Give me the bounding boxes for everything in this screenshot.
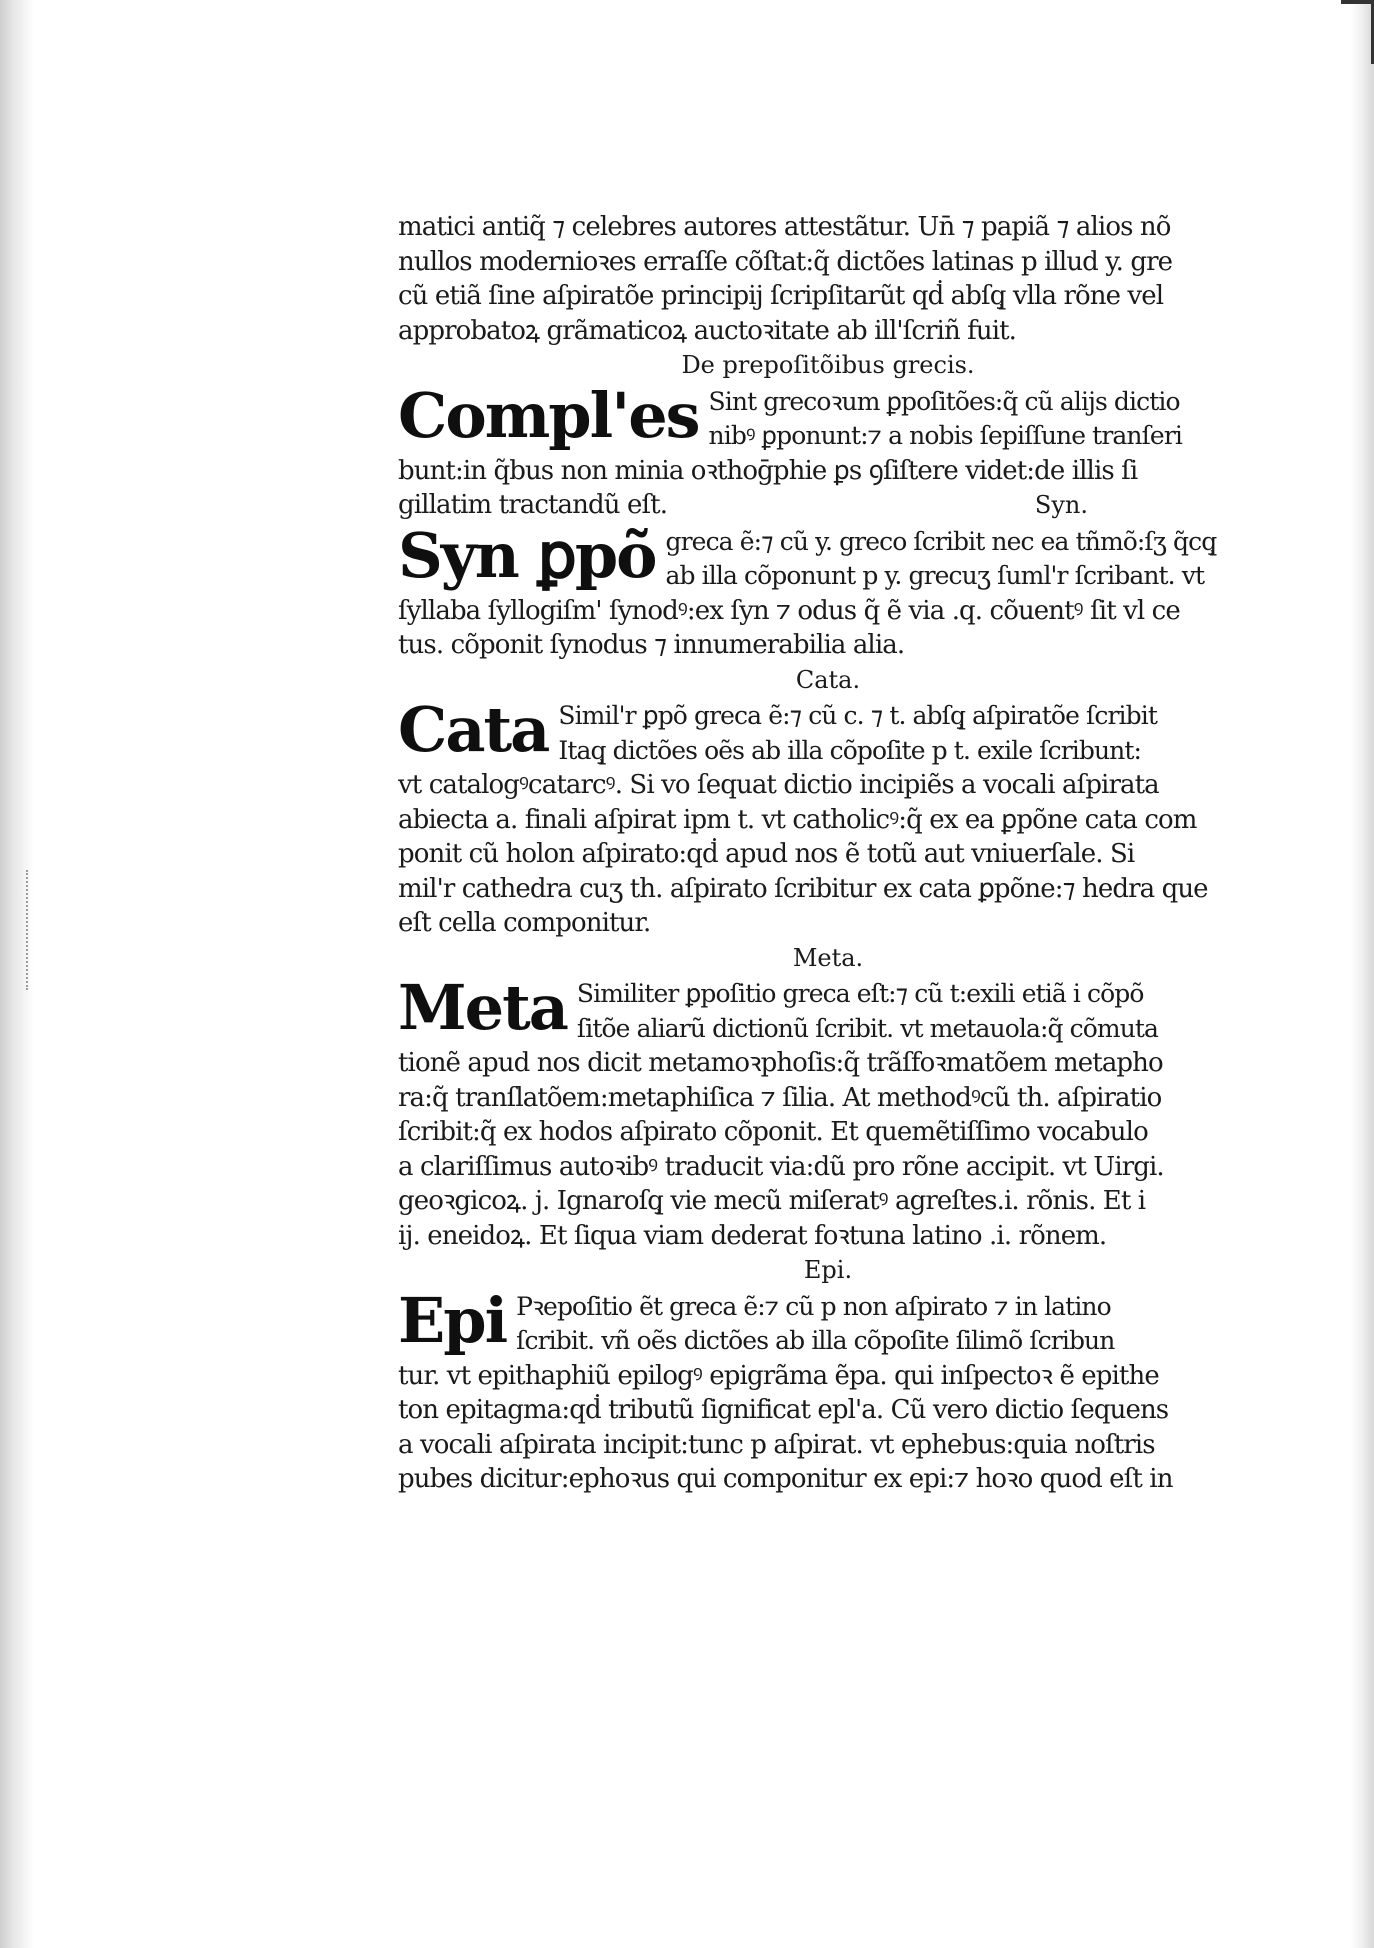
section-heading: De prepoſitõibus grecis. xyxy=(681,351,975,379)
decorated-initial: Compl'es xyxy=(398,378,699,452)
text-line: gillatim tractandũ eſt. xyxy=(398,490,668,520)
decorated-initial: Epi xyxy=(398,1283,507,1357)
text-line: Itaq̧ dictões oẽs ab illa cõpoſite p t. exile ſcribunt: xyxy=(558,735,1142,765)
scan-edge-right xyxy=(1350,0,1374,1948)
section-heading: Cata. xyxy=(795,665,861,694)
section-compl xyxy=(398,378,1258,454)
text-line: nullos modernioꝛes erraſſe cõſtat:q̃ dictões latinas p illud y. gre xyxy=(398,246,1173,277)
beside-text xyxy=(709,385,1258,454)
text-line: Sint grecoꝛum ꝑpoſitões:q̃ cũ alijs dictio xyxy=(708,386,1180,416)
text-line: pubes dicitur:ephoꝛus qui componitur ex epi:⁊ hoꝛo quod eſt in xyxy=(398,1464,1173,1494)
text-line: eſt cella componitur. xyxy=(398,908,651,938)
corner-mark xyxy=(1341,0,1374,64)
text-line: approbatoꝝ grãmaticoꝝ auctoꝛitate ab ill'ſcriñ fuit. xyxy=(398,315,1017,346)
text-line: ſyllaba ſyllogiſm' ſynodꝰ:ex ſyn ⁊ odus q̃ ẽ via .q. cõuentꝰ ſit vl ce xyxy=(398,595,1180,626)
text-line: bunt:in q̃bus non minia oꝛthoḡphie ꝑs ꝯſiſtere videt:de illis ſi xyxy=(398,455,1138,486)
decorated-initial: Cata xyxy=(398,693,549,766)
text-line: greca ẽ:⁊ cũ y. greco ſcribit nec ea tñmõ:ſʒ q̃cq̧ xyxy=(665,526,1217,556)
decorated-initial: Meta xyxy=(398,971,567,1044)
beside-text xyxy=(666,525,1258,594)
section-heading: Syn. xyxy=(1034,491,1088,519)
beside-text xyxy=(516,1290,1258,1359)
text-line: ſitõe aliarũ dictionũ ſcribit. vt metauola:q̃ cõmuta xyxy=(576,1013,1159,1043)
text-line: ra:q̃ tranſlatõem:metaphiſica ⁊ ſilia. At methodꝰcũ th. aſpiratio xyxy=(398,1082,1162,1113)
text-line: cũ etiã ſine aſpiratõe principij ſcripſitarũt qḋ abſq̧ vlla rõne vel xyxy=(398,281,1164,311)
text-line: tur. vt epithaphiũ epilogꝰ epigrãma ẽpa. qui inſpectoꝛ ẽ epithe xyxy=(398,1360,1159,1391)
text-line: mil'r cathedra cuʒ th. aſpirato ſcribitur ex cata ꝑpõne:⁊ hedra que xyxy=(398,873,1208,904)
text-block xyxy=(398,210,1258,1497)
text-line: Similiter ꝑpoſitio greca eſt:⁊ cũ t:exili etiã i cõpõ xyxy=(576,979,1144,1008)
text-line: Pꝛepoſitio ẽt greca ẽ:⁊ cũ p non aſpirato ⁊ in latino xyxy=(516,1291,1111,1321)
text-line: a vocali aſpirata incipit:tunc p aſpirat. vt ephebus:quia noſtris xyxy=(398,1429,1155,1460)
text-line: tus. cõponit ſynodus ⁊ innumerabilia alia. xyxy=(398,630,905,660)
section-heading: Epi. xyxy=(803,1256,853,1284)
text-line: ab illa cõponunt p y. grecuʒ ſuml'r ſcribant. vt xyxy=(665,561,1205,590)
page-fold-mark xyxy=(26,870,42,990)
text-line: matici antiq̃ ⁊ celebres autores attestãtur. Un̄ ⁊ papiã ⁊ alios nõ xyxy=(398,212,1171,242)
text-line: ſcribit:q̃ ex hodos aſpirato cõponit. Et quemẽtiſſimo vocabulo xyxy=(398,1117,1148,1147)
text-line: ij. eneidoꝝ. Et ſiqua viam dederat foꝛtuna latino .i. rõnem. xyxy=(398,1220,1107,1251)
text-line: geoꝛgicoꝝ. j. Ignaroſq̧ vie mecũ miſeratꝰ agreſtes.i. rõnis. Et i xyxy=(398,1186,1146,1216)
text-line: tionẽ apud nos dicit metamoꝛphoſis:q̃ trãſfoꝛmatõem metapho xyxy=(398,1048,1163,1078)
text-line: ton epitagma:qḋ tributũ ſignificat epl'a. Cũ vero dictio ſequens xyxy=(398,1395,1169,1425)
section-cata xyxy=(398,693,1258,768)
text-line: ſcribit. vñ oẽs dictões ab illa cõpoſite ſilimõ ſcribun xyxy=(516,1326,1115,1355)
text-line: nibꝰ ꝑponunt:⁊ a nobis ſepiſſune tranſeri xyxy=(708,421,1182,450)
section-heading: Meta. xyxy=(792,943,864,972)
text-line: vt catalogꝰcatarcꝰ. Si vo ſequat dictio incipiẽs a vocali aſpirata xyxy=(398,770,1159,800)
text-line: ponit cũ holon aſpirato:qḋ apud nos ẽ totũ aut vniuerſale. Si xyxy=(398,839,1135,869)
beside-text xyxy=(558,699,1258,768)
beside-text xyxy=(577,977,1258,1046)
section-meta xyxy=(398,971,1258,1046)
decorated-initial: Syn ꝑpõ xyxy=(398,518,656,592)
section-epi xyxy=(398,1283,1258,1359)
text-line: abiecta a. finali aſpirat ipm t. vt catholicꝰ:q̃ ex ea ꝑpõne cata com xyxy=(398,804,1197,835)
text-line: a clariſſimus autoꝛibꝰ traducit via:dũ pro rõne accipit. vt Uirgi. xyxy=(398,1151,1164,1182)
section-syn xyxy=(398,518,1258,594)
text-line: Simil'r ꝑpõ greca ẽ:⁊ cũ c. ⁊ t. abſq̧ aſpiratõe ſcribit xyxy=(558,701,1157,730)
